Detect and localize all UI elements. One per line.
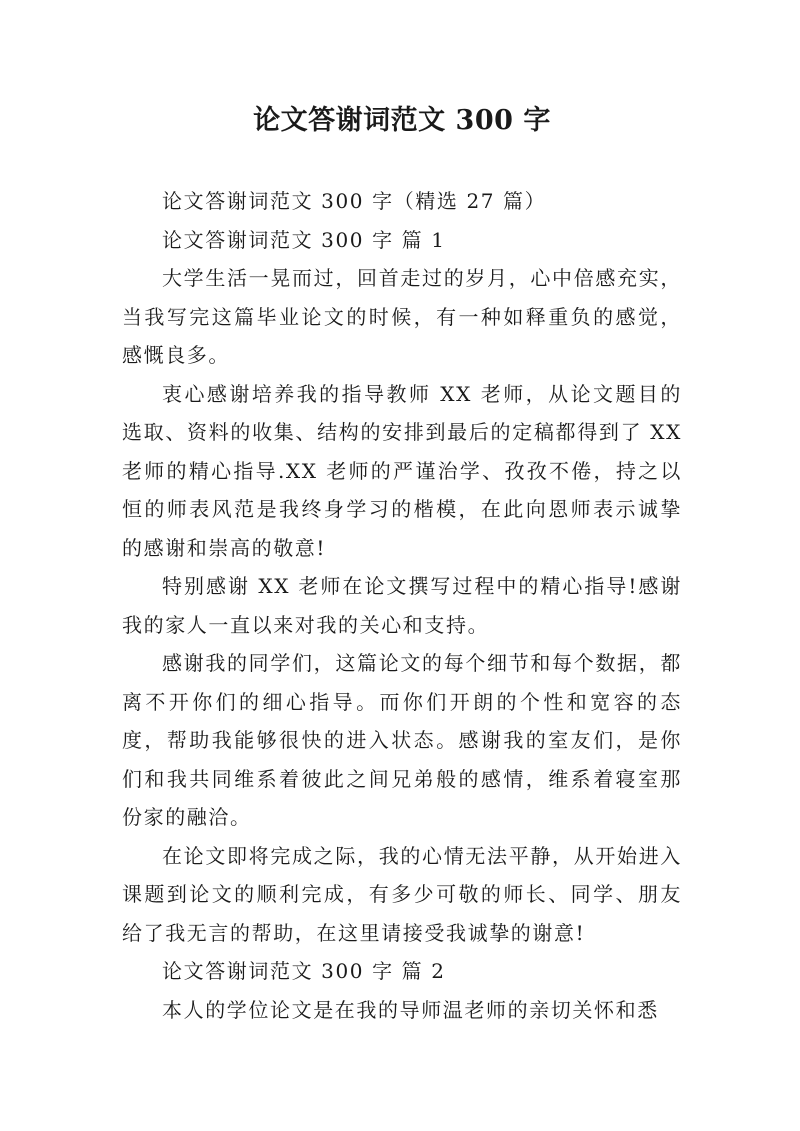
body-paragraph: 在论文即将完成之际，我的心情无法平静，从开始进入课题到论文的顺利完成，有多少可敬的师长、同学、朋友给了我无言的帮助，在这里请接受我诚挚的谢意!	[122, 843, 682, 945]
section-heading-1: 论文答谢词范文 300 字 篇 1	[162, 227, 446, 252]
document-body	[122, 182, 682, 1029]
document-title: 论文答谢词范文 300 字	[253, 105, 551, 136]
body-paragraph: 特别感谢 XX 老师在论文撰写过程中的精心指导!感谢我的家人一直以来对我的关心和支持。	[122, 574, 682, 637]
body-paragraph: 衷心感谢培养我的指导教师 XX 老师，从论文题目的选取、资料的收集、结构的安排到最后的定稿都得到了 XX 老师的精心指导.XX 老师的严谨治学、孜孜不倦，持之以恒的师表风范是我终身学习的楷模，在此向恩师表示诚挚的感谢和崇高的敬意!	[122, 381, 682, 560]
body-paragraph: 感谢我的同学们，这篇论文的每个细节和每个数据，都离不开你们的细心指导。而你们开朗的个性和宽容的态度，帮助我能够很快的进入状态。感谢我的室友们，是你们和我共同维系着彼此之间兄弟般的感情，维系着寝室那份家的融洽。	[122, 651, 682, 829]
body-paragraph: 本人的学位论文是在我的导师温老师的亲切关怀和悉	[162, 997, 659, 1022]
subtitle-paragraph: 论文答谢词范文 300 字（精选 27 篇）	[162, 189, 547, 213]
section-heading-2: 论文答谢词范文 300 字 篇 2	[162, 959, 446, 983]
body-paragraph: 大学生活一晃而过，回首走过的岁月，心中倍感充实，当我写完这篇毕业论文的时候，有一种如释重负的感觉，感慨良多。	[122, 266, 682, 367]
